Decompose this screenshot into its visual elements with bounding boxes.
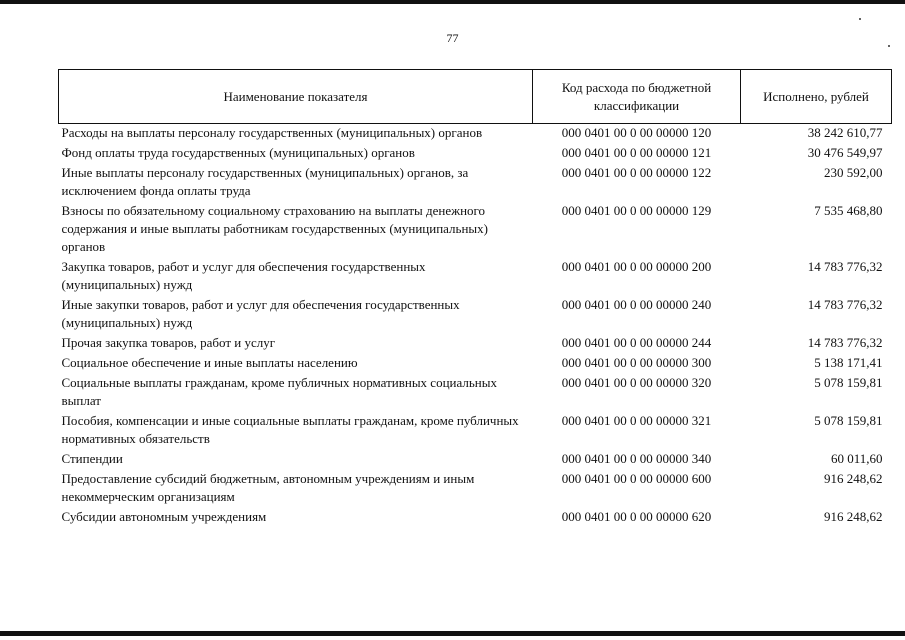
expenditure-table: [58, 69, 892, 528]
row-executed-amount: 230 592,00: [824, 165, 883, 180]
row-budget-code: 000 0401 00 0 00 00000 600: [561, 471, 712, 486]
row-indicator-name: Иные выплаты персоналу государственных (муниципальных) органов, за исключением фонда оплаты труда: [61, 165, 469, 198]
row-budget-code: 000 0401 00 0 00 00000 620: [561, 509, 712, 524]
row-budget-code: 000 0401 00 0 00 00000 240: [561, 297, 712, 312]
table-row: [59, 412, 892, 450]
table-row: [59, 124, 892, 145]
row-budget-code: 000 0401 00 0 00 00000 129: [561, 203, 712, 218]
row-budget-code: 000 0401 00 0 00 00000 121: [561, 145, 712, 160]
table-row: [59, 258, 892, 296]
table-row: [59, 354, 892, 374]
row-executed-amount: 5 138 171,41: [814, 355, 883, 370]
row-indicator-name: Фонд оплаты труда государственных (муниципальных) органов: [61, 145, 415, 160]
row-budget-code: 000 0401 00 0 00 00000 321: [561, 413, 712, 428]
row-executed-amount: 30 476 549,97: [807, 145, 883, 160]
row-indicator-name: Предоставление субсидий бюджетным, автономным учреждениям и иным некоммерческим организациям: [61, 471, 475, 504]
row-indicator-name: Закупка товаров, работ и услуг для обеспечения государственных (муниципальных) нужд: [61, 259, 426, 292]
row-executed-amount: 60 011,60: [830, 451, 883, 466]
row-indicator-name: Расходы на выплаты персоналу государственных (муниципальных) органов: [61, 125, 483, 140]
row-indicator-name: Социальные выплаты гражданам, кроме публичных нормативных социальных выплат: [61, 375, 497, 408]
page-number: 77: [446, 31, 459, 45]
row-budget-code: 000 0401 00 0 00 00000 120: [561, 125, 712, 140]
table-row: [59, 450, 892, 470]
header-budget-code: Код расхода по бюджетной классификации: [533, 70, 741, 124]
row-executed-amount: 916 248,62: [824, 471, 883, 486]
row-budget-code: 000 0401 00 0 00 00000 320: [561, 375, 712, 390]
expenditure-table-container: [58, 69, 891, 528]
table-row: [59, 470, 892, 508]
table-row: [59, 202, 892, 258]
row-indicator-name: Иные закупки товаров, работ и услуг для обеспечения государственных (муниципальных) нужд: [61, 297, 460, 330]
row-budget-code: 000 0401 00 0 00 00000 340: [561, 451, 712, 466]
row-executed-amount: 7 535 468,80: [814, 203, 883, 218]
row-executed-amount: 14 783 776,32: [807, 335, 883, 350]
row-executed-amount: 5 078 159,81: [814, 375, 883, 390]
row-budget-code: 000 0401 00 0 00 00000 122: [561, 165, 712, 180]
row-budget-code: 000 0401 00 0 00 00000 244: [561, 335, 712, 350]
row-indicator-name: Пособия, компенсации и иные социальные выплаты гражданам, кроме публичных нормативных обязательств: [61, 413, 519, 446]
table-row: [59, 334, 892, 354]
row-executed-amount: 5 078 159,81: [814, 413, 883, 428]
row-executed-amount: 38 242 610,77: [807, 125, 883, 140]
header-indicator-name: Наименование показателя: [59, 70, 533, 124]
row-indicator-name: Взносы по обязательному социальному страхованию на выплаты денежного содержания и иные выплаты работникам государственных (муниципальных) органов: [61, 203, 488, 254]
table-row: [59, 144, 892, 164]
table-row: [59, 164, 892, 202]
row-indicator-name: Социальное обеспечение и иные выплаты населению: [61, 355, 358, 370]
scan-speck: [859, 18, 861, 20]
row-executed-amount: 14 783 776,32: [807, 259, 883, 274]
row-indicator-name: Стипендии: [61, 451, 123, 466]
table-row: [59, 296, 892, 334]
top-border-rule: [0, 0, 905, 4]
table-row: [59, 374, 892, 412]
row-budget-code: 000 0401 00 0 00 00000 200: [561, 259, 712, 274]
bottom-border-rule: [0, 631, 905, 636]
row-budget-code: 000 0401 00 0 00 00000 300: [561, 355, 712, 370]
row-executed-amount: 916 248,62: [824, 509, 883, 524]
table-row: [59, 508, 892, 528]
row-executed-amount: 14 783 776,32: [807, 297, 883, 312]
header-executed-amount: Исполнено, рублей: [741, 70, 892, 124]
row-indicator-name: Прочая закупка товаров, работ и услуг: [61, 335, 276, 350]
row-indicator-name: Субсидии автономным учреждениям: [61, 509, 267, 524]
table-header-row: [59, 70, 892, 124]
